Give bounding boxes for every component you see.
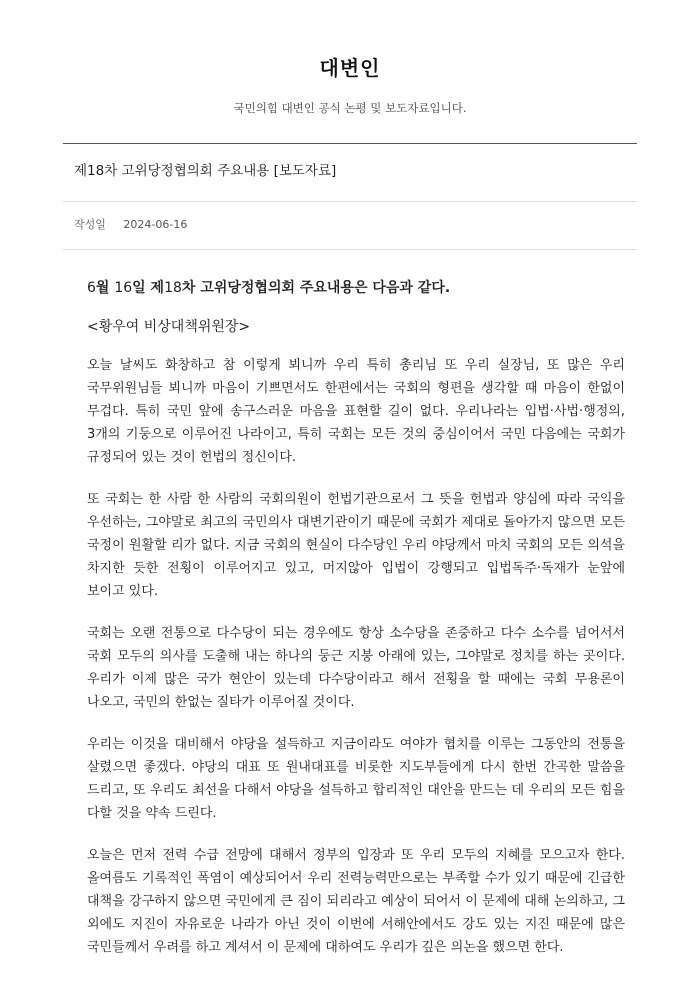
lead-day: 16	[114, 280, 133, 296]
paragraph: 우리는 이것을 대비해서 야당을 설득하고 지금이라도 여야가 협치를 이루는 그동안의 전통을 살렸으면 좋겠다. 야당의 대표 또 원내대표를 비롯한 지도부들에게 다시 한번 간곡한 말씀을 드리고, 또 우리도 최선을 다해서 야당을 설득하고 합리적인 대안을 만드는 데 우리의 모든 힘을 다할 것을 약속 드린다.	[87, 737, 626, 821]
lead-rest: 차 고위당정협의회 주요내용은 다음과 같다.	[181, 280, 451, 296]
lead-month: 6	[87, 280, 96, 296]
post-title: 제18차 고위당정협의회 주요내용 [보도자료]	[74, 163, 337, 179]
lead-month-suffix: 월	[95, 280, 115, 296]
meta-divider	[63, 249, 637, 250]
site-title[interactable]: 대변인	[319, 56, 381, 80]
date-label: 작성일	[74, 218, 106, 231]
lead-sentence	[87, 278, 625, 298]
post-date: 2024-06-16	[123, 218, 188, 231]
header-divider	[63, 143, 637, 144]
article-body	[63, 278, 637, 959]
paragraph: 국회는 오랜 전통으로 다수당이 되는 경우에도 항상 소수당을 존중하고 다수 소수를 넘어서서 국회 모두의 의사를 도출해 내는 하나의 둥근 지붕 아래에 있는, 그야말로 정치를 하는 곳이다. 우리가 이제 많은 국가 현안이 있는데 다수당이라고 해서 전횡을 할 때에는 국회 무용론이 나오고, 국민의 한없는 질타가 이루어질 것이다.	[87, 626, 625, 710]
paragraph: 또 국회는 한 사람 한 사람의 국회의원이 헌법기관으로서 그 뜻을 헌법과 양심에 따라 국익을 우선하는, 그야말로 최고의 국민의사 대변기관이기 때문에 국회가 제대로 돌아가지 않으면 모든 국정이 원활할 리가 없다. 지금 국회의 현실이 다수당인 우리 야당께서 마치 국회의 모든 의석을 차지한 듯한 전횡이 이루어지고 있고, 머지않아 입법이 강행되고 입법독주·독재가 눈앞에 보이고 있다.	[87, 492, 625, 599]
speaker-heading: <황우여 비상대책위원장>	[87, 319, 251, 335]
title-divider	[63, 201, 637, 202]
site-description: 국민의힘 대변인 공식 논평 및 보도자료입니다.	[233, 101, 467, 115]
post-meta	[63, 218, 637, 232]
paragraph: 오늘 날씨도 화창하고 참 이렇게 뵈니까 우리 특히 총리님 또 우리 실장님, 또 많은 우리 국무위원님들 뵈니까 마음이 기쁘면서도 한편에서는 국회의 형편을 생각할 때 마음이 한없이 무겁다. 특히 국민 앞에 송구스러운 마음을 표현할 길이 없다. 우리나라는 입법·사법·행정의, 3개의 기둥으로 이루어진 나라이고, 특히 국회는 모든 것의 중심이어서 국민 다음에는 국회가 규정되어 있는 것이 헌법의 정신이다.	[87, 358, 625, 465]
site-header	[63, 0, 637, 116]
lead-number: 18	[164, 280, 182, 296]
paragraph: 오늘은 먼저 전력 수급 전망에 대해서 정부의 입장과 또 우리 모두의 지혜를 모으고자 한다. 올여름도 기록적인 폭염이 예상되어서 우리 전력능력만으로는 부족할 수가 있기 때문에 긴급한 대책을 강구하지 않으면 국민에게 큰 짐이 되리라고 예상이 되어서 이 문제에 대해 논의하고, 그 외에도 지진이 자유로운 나라가 아닌 것이 이번에 서해안에서도 강도 있는 지진 때문에 많은 국민들께서 우려를 하고 계셔서 이 문제에 대하여도 우리가 깊은 의논을 했으면 한다.	[87, 848, 626, 955]
lead-day-suffix: 일 제	[132, 280, 165, 296]
